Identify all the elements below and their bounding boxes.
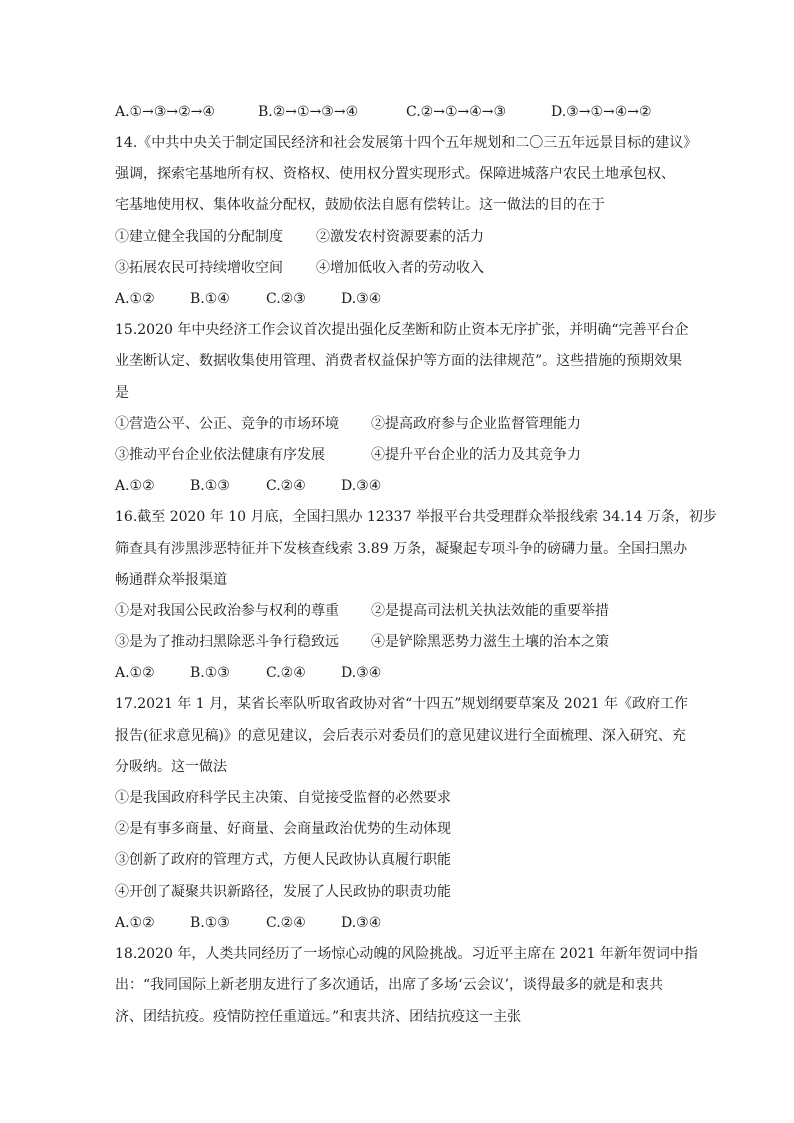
q17-stem-line-2: 报告(征求意见稿)》的意见建议，会后表示对委员们的意见建议进行全面梳理、深入研究、充	[115, 728, 686, 744]
q14-item-3: ③拓展农民可持续增收空间	[115, 260, 283, 276]
q15-item-1: ①营造公平、公正、竞争的市场环境	[115, 416, 339, 432]
q15-stem-line-2: 业垄断认定、数据收集使用管理、消费者权益保护等方面的法律规范”。这些措施的预期效果	[115, 353, 683, 369]
q15-option-b[interactable]: B.①③	[190, 478, 230, 494]
q17-option-b[interactable]: B.①③	[190, 915, 230, 931]
q13-option-c[interactable]: C.②→①→④→③	[406, 104, 507, 120]
q17-option-d[interactable]: D.③④	[341, 915, 382, 931]
q17-item-1: ①是我国政府科学民主决策、自觉接受监督的必然要求	[115, 790, 451, 806]
q14-option-d[interactable]: D.③④	[341, 291, 382, 307]
q15-option-c[interactable]: C.②④	[266, 478, 306, 494]
q13-option-a[interactable]: A.①→③→②→④	[115, 104, 215, 120]
q14-stem-line-1: 14.《中共中央关于制定国民经济和社会发展第十四个五年规划和二〇三五年远景目标的建议》	[115, 135, 698, 151]
q17-item-3: ③创新了政府的管理方式，方便人民政协认真履行职能	[115, 852, 451, 868]
q18-stem-line-1: 18.2020 年，人类共同经历了一场惊心动魄的风险挑战。习近平主席在 2021 年新年贺词中指	[115, 946, 698, 962]
q14-option-a[interactable]: A.①②	[115, 291, 155, 307]
q17-stem-line-3: 分吸纳。这一做法	[115, 759, 227, 775]
q16-item-1: ①是对我国公民政治参与权利的尊重	[115, 603, 339, 619]
q15-option-d[interactable]: D.③④	[341, 478, 382, 494]
q14-item-4: ④增加低收入者的劳动收入	[316, 260, 484, 276]
q17-option-c[interactable]: C.②④	[266, 915, 306, 931]
q15-stem-line-1: 15.2020 年中央经济工作会议首次提出强化反垄断和防止资本无序扩张，并明确“完善平台企	[115, 322, 689, 338]
q16-option-b[interactable]: B.①③	[190, 665, 230, 681]
q16-stem-line-3: 畅通群众举报渠道	[115, 572, 227, 588]
q17-stem-line-1: 17.2021 年 1 月，某省长率队听取省政协对省“十四五”规划纲要草案及 2021 年《政府工作	[115, 696, 688, 712]
q17-item-4: ④开创了凝聚共识新路径，发展了人民政协的职责功能	[115, 884, 451, 900]
q14-item-1: ①建立健全我国的分配制度	[115, 229, 283, 245]
q18-stem-line-3: 济、团结抗疫。疫情防控任重道远。”和衷共济、团结抗疫这一主张	[115, 1009, 522, 1025]
q15-item-4: ④提升平台企业的活力及其竞争力	[371, 447, 581, 463]
q13-option-d[interactable]: D.③→①→④→②	[551, 104, 652, 120]
q16-option-a[interactable]: A.①②	[115, 665, 155, 681]
q14-option-c[interactable]: C.②③	[266, 291, 306, 307]
q16-option-d[interactable]: D.③④	[341, 665, 382, 681]
q16-stem-line-2: 筛查具有涉黑涉恶特征并下发核查线索 3.89 万条，凝聚起专项斗争的磅礴力量。全国扫黑办	[115, 541, 688, 557]
q14-option-b[interactable]: B.①④	[190, 291, 230, 307]
q16-option-c[interactable]: C.②④	[266, 665, 306, 681]
q17-item-2: ②是有事多商量、好商量、会商量政治优势的生动体现	[115, 821, 451, 837]
q14-item-2: ②激发农村资源要素的活力	[316, 229, 484, 245]
q15-item-3: ③推动平台企业依法健康有序发展	[115, 447, 325, 463]
q15-option-a[interactable]: A.①②	[115, 478, 155, 494]
q16-item-3: ③是为了推动扫黑除恶斗争行稳致远	[115, 634, 339, 650]
q14-stem-line-2: 强调，探索宅基地所有权、资格权、使用权分置实现形式。保障进城落户农民土地承包权、	[115, 166, 675, 182]
q18-stem-line-2: 出：“我同国际上新老朋友进行了多次通话，出席了多场‘云会议’，谈得最多的就是和衷共	[115, 977, 664, 993]
q13-option-b[interactable]: B.②→①→③→④	[258, 104, 359, 120]
q15-stem-line-3: 是	[115, 385, 129, 401]
q16-item-4: ④是铲除黑恶势力滋生土壤的治本之策	[371, 634, 609, 650]
q17-option-a[interactable]: A.①②	[115, 915, 155, 931]
q15-item-2: ②提高政府参与企业监督管理能力	[371, 416, 581, 432]
q16-item-2: ②是提高司法机关执法效能的重要举措	[371, 603, 609, 619]
q16-stem-line-1: 16.截至 2020 年 10 月底，全国扫黑办 12337 举报平台共受理群众举报线索 34.14 万条，初步	[115, 509, 717, 525]
q14-stem-line-3: 宅基地使用权、集体收益分配权，鼓励依法自愿有偿转让。这一做法的目的在于	[115, 197, 605, 213]
